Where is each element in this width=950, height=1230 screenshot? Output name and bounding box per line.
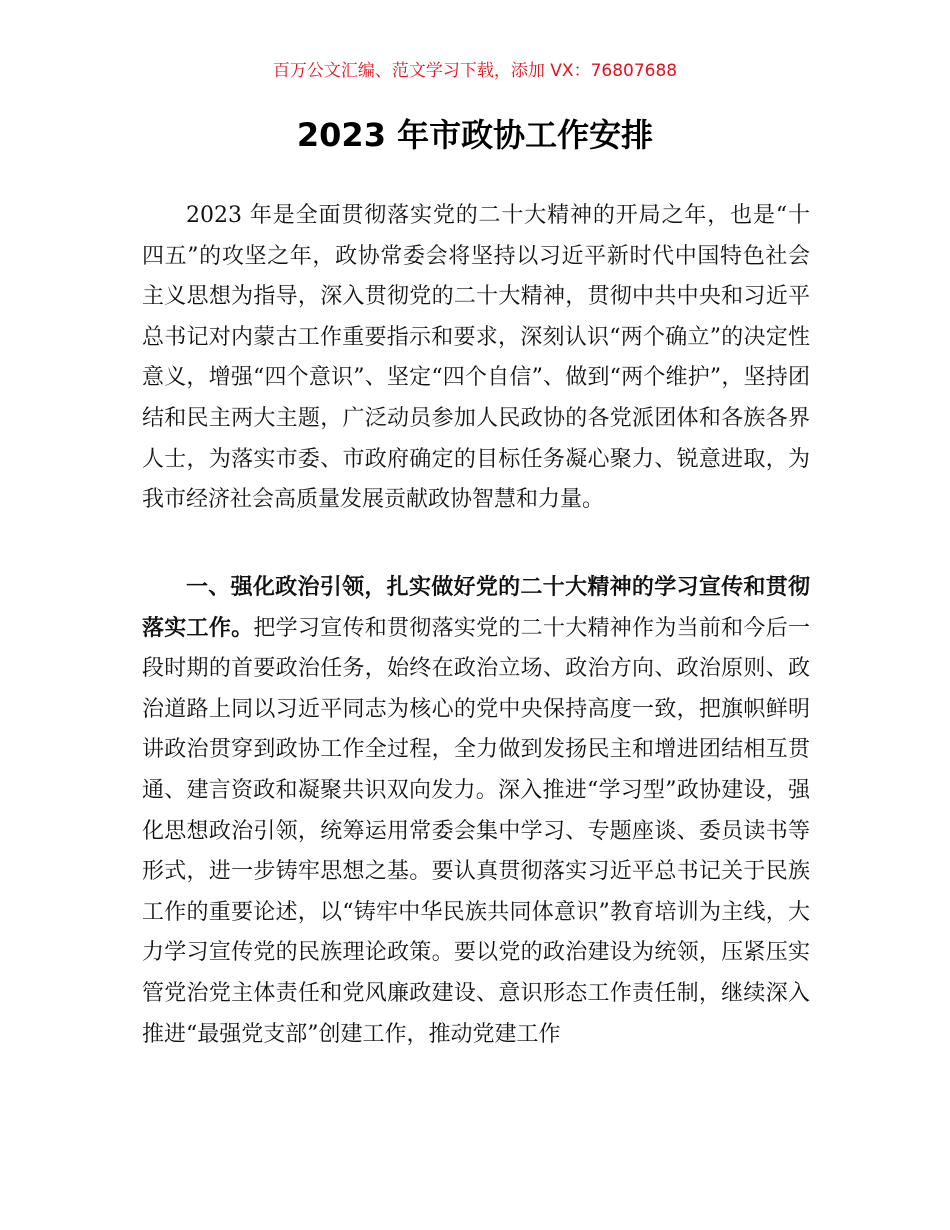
document-title: 2023 年市政协工作安排 bbox=[296, 116, 654, 154]
paragraph-section-1 bbox=[142, 568, 810, 1055]
paragraph-intro: 2023 年是全面贯彻落实党的二十大精神的开局之年，也是“十四五”的攻坚之年，政协常委会将坚持以习近平新时代中国特色社会主义思想为指导，深入贯彻党的二十大精神，贯彻中共中央和习近平总书记对内蒙古工作重要指示和要求，深刻认识“两个确立”的决定性意义，增强“四个意识”、坚定“四个自信”、做到“两个维护”，坚持团结和民主两大主题，广泛动员参加人民政协的各党派团体和各族各界人士，为落实市委、市政府确定的目标任务凝心聚力、锐意进取，为我市经济社会高质量发展贡献政协智慧和力量。 bbox=[142, 203, 810, 513]
section-1-body: 把学习宣传和贯彻落实党的二十大精神作为当前和今后一段时期的首要政治任务，始终在政治立场、政治方向、政治原则、政治道路上同以习近平同志为核心的党中央保持高度一致，把旗帜鲜明讲政治贯穿到政协工作全过程，全力做到发扬民主和增进团结相互贯通、建言资政和凝聚共识双向发力。深入推进“学习型”政协建设，强化思想政治引领，统筹运用常委会集中学习、专题座谈、委员读书等形式，进一步铸牢思想之基。要认真贯彻落实习近平总书记关于民族工作的重要论述，以“铸牢中华民族共同体意识”教育培训为主线，大力学习宣传党的民族理论政策。要以党的政治建设为统领，压紧压实管党治党主体责任和党风廉政建设、意识形态工作责任制，继续深入推进“最强党支部”创建工作，推动党建工作 bbox=[142, 615, 810, 1047]
header-promo-text: 百万公文汇编、范文学习下载，添加 VX：76807688 bbox=[272, 61, 678, 81]
section-1-heading: 一、强化政治引领，扎实做好党的二十大精神的学习宣传和贯彻落实工作。 bbox=[142, 575, 810, 641]
